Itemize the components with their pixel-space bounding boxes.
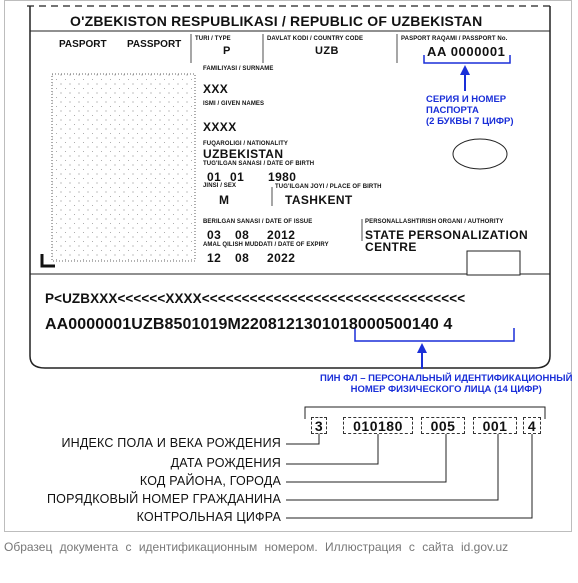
series-annotation-line: ПАСПОРТА	[426, 105, 479, 116]
mrz-line-2: AA0000001UZB8501019M2208121301018000500140 4	[45, 316, 453, 333]
issue-month: 08	[235, 228, 250, 242]
issue-day: 03	[207, 228, 222, 242]
country-code-label: DAVLAT KODI / COUNTRY CODE	[267, 36, 364, 42]
pin-part-district-code: 005	[421, 417, 465, 434]
country-title: O'ZBEKISTON RESPUBLIKASI / REPUBLIC OF UZBEKISTAN	[70, 13, 483, 29]
issue-label: BERILGAN SANASI / DATE OF ISSUE	[203, 219, 313, 225]
pob-label: TUG'ILGAN JOYI / PLACE OF BIRTH	[275, 184, 382, 190]
issue-year: 2012	[267, 228, 296, 242]
authority-label: PERSONALLASHTIRISH ORGANI / AUTHORITY	[365, 219, 504, 225]
dob-month: 01	[230, 170, 245, 184]
mrz-line-1: P<UZBXXX<<<<<<XXXX<<<<<<<<<<<<<<<<<<<<<<<<<<<<<<<<<	[45, 291, 466, 306]
legend-district-code: КОД РАЙОНА, ГОРОДА	[139, 474, 281, 488]
image-caption: Образец документа с идентификационным номером. Иллюстрация с сайта id.gov.uz	[4, 540, 509, 554]
passport-no-value: AA 0000001	[427, 44, 506, 59]
country-code-value: UZB	[315, 45, 339, 57]
legend-check-digit: КОНТРОЛЬНАЯ ЦИФРА	[136, 510, 281, 524]
pin-part-serial-number: 001	[473, 417, 517, 434]
pob-value: TASHKENT	[285, 193, 353, 207]
surname-label: FAMILIYASI / SURNAME	[203, 66, 274, 72]
pin-part-check-digit: 4	[523, 417, 541, 434]
document-frame	[4, 0, 572, 532]
authority-line2: CENTRE	[365, 240, 417, 254]
pinfl-annotation	[320, 373, 572, 395]
sex-value: M	[219, 193, 230, 207]
passport-outline	[5, 1, 573, 533]
series-annotation	[426, 94, 514, 127]
series-annotation-line: СЕРИЯ И НОМЕР	[426, 94, 507, 105]
given-names-label: ISMI / GIVEN NAMES	[203, 101, 265, 107]
type-label: TURI / TYPE	[195, 36, 231, 42]
legend-gender-century: ИНДЕКС ПОЛА И ВЕКА РОЖДЕНИЯ	[61, 436, 281, 450]
authority-line1: STATE PERSONALIZATION	[365, 228, 529, 242]
surname-value: XXX	[203, 82, 229, 96]
pinfl-annotation-line: НОМЕР ФИЗИЧЕСКОГО ЛИЦА (14 ЦИФР)	[350, 384, 542, 395]
expiry-label: AMAL QILISH MUDDATI / DATE OF EXPIRY	[203, 242, 329, 248]
dob-day: 01	[207, 170, 222, 184]
given-names-value: XXXX	[203, 120, 237, 134]
expiry-month: 08	[235, 251, 250, 265]
series-annotation-line: (2 БУКВЫ 7 ЦИФР)	[426, 116, 514, 127]
nationality-value: UZBEKISTAN	[203, 147, 284, 161]
nationality-label: FUQAROLIGI / NATIONALITY	[203, 141, 288, 147]
pin-part-gender-century: 3	[311, 417, 327, 434]
sex-label: JINSI / SEX	[203, 183, 237, 189]
dob-year: 1980	[268, 170, 297, 184]
pinfl-annotation-line: ПИН ФЛ – ПЕРСОНАЛЬНЫЙ ИДЕНТИФИКАЦИОННЫЙ	[320, 373, 573, 384]
legend-birth-date: ДАТА РОЖДЕНИЯ	[170, 456, 281, 470]
type-value: P	[223, 45, 231, 57]
expiry-day: 12	[207, 251, 222, 265]
passport-label: PASSPORT	[127, 39, 182, 50]
passport-no-label: PASPORT RAQAMI / PASSPORT No.	[401, 36, 508, 42]
expiry-year: 2022	[267, 251, 296, 265]
dob-label: TUG'ILGAN SANASI / DATE OF BIRTH	[203, 161, 315, 167]
pasport-label: PASPORT	[59, 39, 107, 50]
pin-part-birth-date: 010180	[343, 417, 413, 434]
legend-serial-number: ПОРЯДКОВЫЙ НОМЕР ГРАЖДАНИНА	[46, 492, 281, 506]
